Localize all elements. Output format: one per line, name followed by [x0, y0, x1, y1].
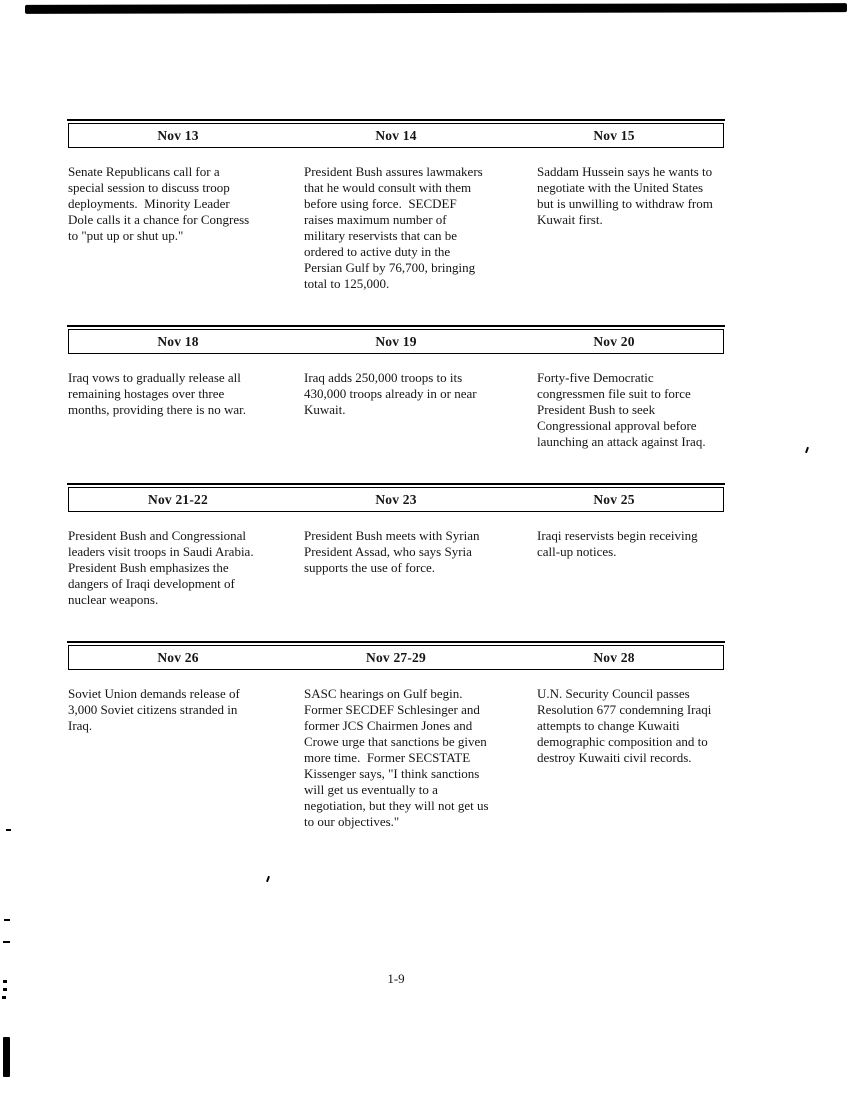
column-header: Nov 28 — [593, 649, 635, 665]
scan-mark — [3, 1037, 10, 1077]
timeline-section-nov-26-28 — [68, 645, 724, 830]
column-header: Nov 21-22 — [148, 491, 208, 507]
table-cell: SASC hearings on Gulf begin. Former SECDEF Schlesinger and former JCS Chairmen Jones and Crowe urge that sanctions be given more time. Former SECSTATE Kissenger says, "I think sanctions will get us eventually to a negotiation, but they will not get us to our objectives." — [304, 686, 492, 829]
table-cell: Forty-five Democratic congressmen file suit to force President Bush to seek Congressional approval before launching an attack against Iraq. — [537, 370, 706, 449]
table-cell: Iraq vows to gradually release all remaining hostages over three months, providing there is no war. — [68, 370, 247, 417]
column-header: Nov 20 — [593, 333, 635, 349]
scan-mark — [3, 988, 7, 991]
table-cell: Saddam Hussein says he wants to negotiate with the United States but is unwilling to withdraw from Kuwait first. — [537, 164, 717, 227]
table-body-row — [68, 164, 724, 292]
table-cell: Iraqi reservists begin receiving call-up notices. — [537, 528, 701, 559]
timeline-section-nov-13-15 — [68, 123, 724, 292]
timeline-section-nov-21-25 — [68, 487, 724, 608]
scan-mark — [266, 876, 270, 882]
table-header-row — [68, 645, 724, 670]
table-header-row — [68, 487, 724, 512]
column-header: Nov 18 — [157, 333, 199, 349]
column-header: Nov 15 — [593, 127, 635, 143]
scan-mark — [805, 447, 809, 453]
page-number: 1-9 — [387, 971, 405, 986]
scan-mark — [2, 996, 6, 999]
scan-mark — [3, 980, 7, 983]
table-cell: President Bush meets with Syrian President Assad, who says Syria supports the use of force. — [304, 528, 483, 575]
timeline-section-nov-18-20 — [68, 329, 724, 450]
scan-artifact-top-bar — [25, 3, 847, 14]
column-header: Nov 25 — [593, 491, 635, 507]
table-cell: Senate Republicans call for a special session to discuss troop deployments. Minority Leader Dole calls it a chance for Congress to "put up or shut up." — [68, 164, 253, 243]
column-header: Nov 27-29 — [366, 649, 426, 665]
column-header: Nov 19 — [375, 333, 417, 349]
column-header: Nov 13 — [157, 127, 199, 143]
table-header-row — [68, 329, 724, 354]
scan-mark — [3, 941, 10, 943]
table-cell: Soviet Union demands release of 3,000 Soviet citizens stranded in Iraq. — [68, 686, 244, 733]
scan-mark — [4, 919, 10, 921]
table-body-row — [68, 686, 724, 830]
column-header: Nov 23 — [375, 491, 417, 507]
scan-mark — [6, 829, 11, 831]
table-cell: Iraq adds 250,000 troops to its 430,000 troops already in or near Kuwait. — [304, 370, 480, 417]
table-cell: President Bush assures lawmakers that he would consult with them before using force. SECDEF raises maximum number of military reservists that can be ordered to active duty in the Persian Gulf by 76,700, bringing total to 125,000. — [304, 164, 486, 291]
table-header-row — [68, 123, 724, 148]
table-body-row — [68, 370, 724, 450]
table-cell: President Bush and Congressional leaders visit troops in Saudi Arabia. President Bush emphasizes the dangers of Iraqi development of nuclear weapons. — [68, 528, 261, 607]
column-header: Nov 26 — [157, 649, 199, 665]
table-body-row — [68, 528, 724, 608]
table-cell: U.N. Security Council passes Resolution 677 condemning Iraqi attempts to change Kuwaiti demographic composition and to destroy Kuwaiti civil records. — [537, 686, 715, 765]
column-header: Nov 14 — [375, 127, 417, 143]
